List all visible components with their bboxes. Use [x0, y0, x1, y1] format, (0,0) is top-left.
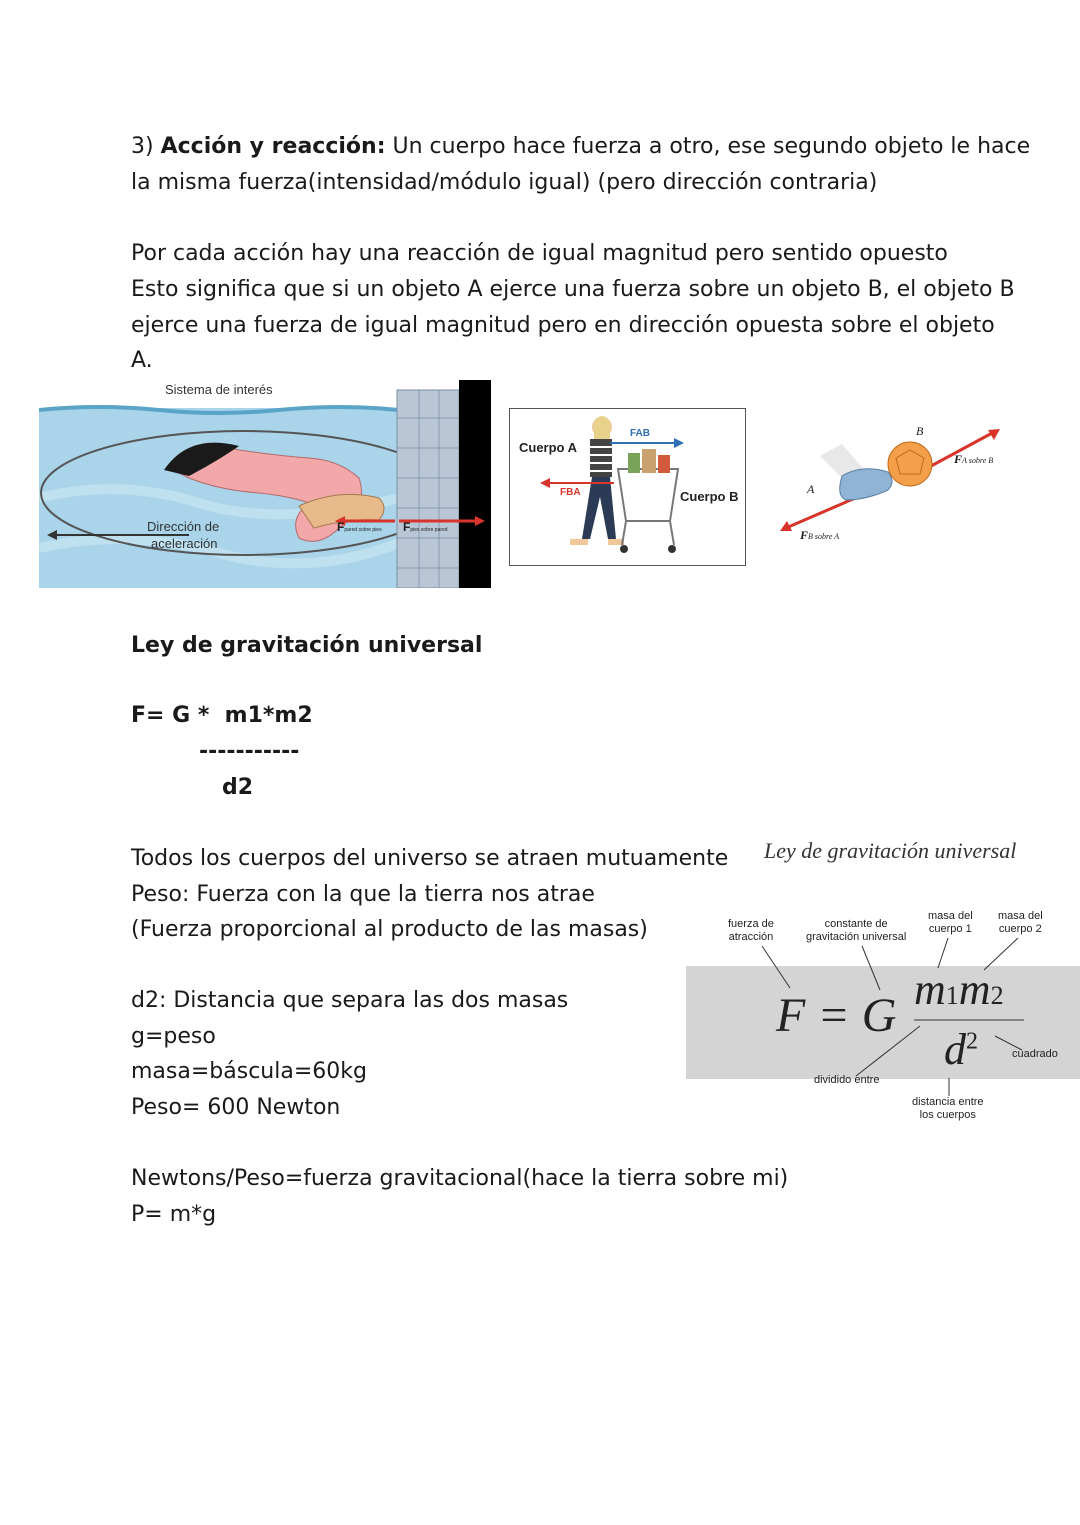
- force-right-label: Fpies sobre pared: [403, 520, 448, 534]
- label-divided: dividido entre: [814, 1074, 880, 1086]
- formula-numerator: F= G * m1*m2: [131, 703, 313, 728]
- gravity-text-9: P= m*g: [131, 1202, 217, 1227]
- para2-line3: ejerce una fuerza de igual magnitud pero en dirección opuesta sobre el objeto: [131, 313, 995, 338]
- formula-left: F = G: [776, 989, 897, 1042]
- label-constant: constante de gravitación universal: [806, 918, 907, 943]
- label-mass2: masa del cuerpo 2: [998, 910, 1043, 935]
- force-left-label: Fpared sobre pies: [337, 520, 382, 534]
- gravity-text-4: d2: Distancia que separa las dos masas: [131, 988, 569, 1013]
- ball: [888, 442, 932, 486]
- arrow-b-on-a: [786, 496, 860, 528]
- formula-figure: [686, 836, 1080, 1126]
- label-mass1: masa del cuerpo 1: [928, 910, 973, 935]
- formula-denominator: d2: [222, 775, 254, 800]
- formula-leader-lines: [686, 836, 1080, 1126]
- section-line1-text: Un cuerpo hace fuerza a otro, ese segundo objeto le hace: [392, 134, 1031, 159]
- wall: [397, 390, 459, 588]
- section-number: 3): [131, 134, 154, 159]
- formula-numerator-masses: m1m2: [914, 965, 1004, 1014]
- label-b: B: [916, 424, 924, 438]
- label-f-a-on-b: FA sobre B: [954, 452, 994, 466]
- body-a-label: Cuerpo A: [519, 440, 578, 455]
- para2-line1: Por cada acción hay una reacción de igual magnitud pero sentido opuesto: [131, 241, 948, 266]
- direction-label-1: Dirección de: [147, 519, 220, 534]
- gravity-text-2: Peso: Fuerza con la que la tierra nos atrae: [131, 882, 595, 907]
- label-attraction: fuerza de atracción: [728, 918, 774, 943]
- label-f-b-on-a: FB sobre A: [800, 528, 840, 542]
- gravity-text-5: g=peso: [131, 1024, 216, 1049]
- gravity-text-8: Newtons/Peso=fuerza gravitacional(hace la tierra sobre mi): [131, 1166, 789, 1191]
- section3-line2: la misma fuerza(intensidad/módulo igual) (pero dirección contraria): [131, 170, 878, 195]
- cart-illustration: [510, 409, 745, 565]
- formula-bar: -----------: [199, 739, 300, 764]
- swimmer-illustration: [39, 378, 491, 588]
- formula-denominator-d: $d^2$: [944, 1025, 978, 1074]
- section3-line1: [131, 129, 1030, 165]
- swimmer-figure: [39, 378, 491, 588]
- gravity-text-6: masa=báscula=60kg: [131, 1059, 367, 1084]
- woman-jeans: [582, 477, 616, 539]
- gravity-heading: Ley de gravitación universal: [131, 633, 483, 658]
- fba-label: FBA: [560, 487, 581, 498]
- label-squared: cuadrado: [1012, 1048, 1058, 1060]
- shoe: [840, 469, 892, 500]
- gravity-text-7: Peso= 600 Newton: [131, 1095, 341, 1120]
- gravity-text-3: (Fuerza proporcional al producto de las masas): [131, 917, 648, 942]
- ball-figure: [770, 420, 1020, 550]
- section-heading: Acción y reacción:: [160, 134, 386, 159]
- para2-line2: Esto significa que si un objeto A ejerce una fuerza sobre un objeto B, el objeto B: [131, 277, 1015, 302]
- system-label: Sistema de interés: [165, 382, 273, 397]
- gravity-text-1: Todos los cuerpos del universo se atraen mutuamente: [131, 846, 729, 871]
- direction-label-2: aceleración: [151, 536, 218, 551]
- formula-title: Ley de gravitación universal: [764, 838, 1017, 863]
- para2-line4: A.: [131, 348, 153, 373]
- label-distance: distancia entre los cuerpos: [912, 1096, 984, 1121]
- body-b-label: Cuerpo B: [680, 489, 739, 504]
- cart-basket: [618, 469, 678, 521]
- fab-label: FAB: [630, 428, 650, 439]
- black-bar: [459, 380, 491, 588]
- cart-figure: [509, 408, 746, 566]
- label-a: A: [807, 482, 815, 496]
